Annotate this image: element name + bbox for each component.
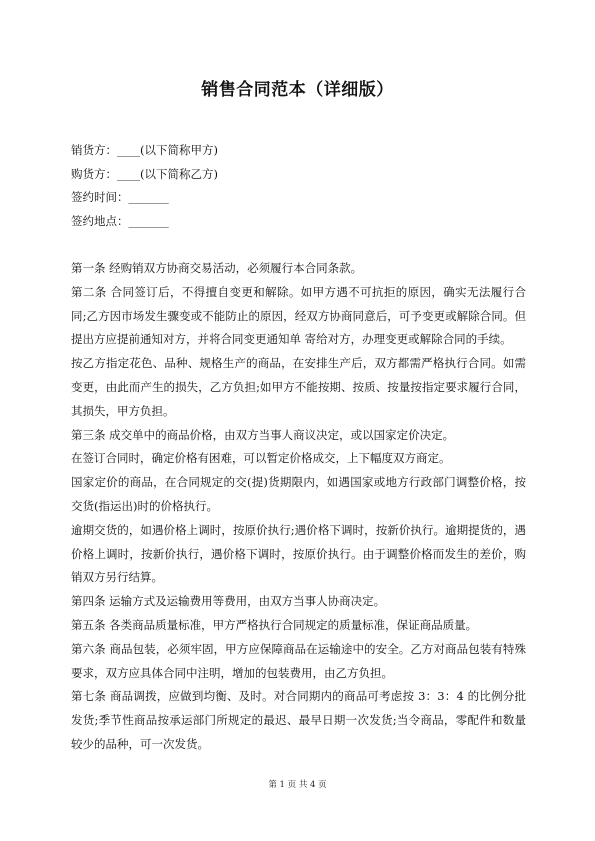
signing-time-field: 签约时间：_______ xyxy=(71,190,169,204)
page-footer: 第 1 页 共 4 页 xyxy=(268,780,327,790)
article-3-paragraph-4: 逾期交货的，如遇价格上调时，按原价执行;遇价格下调时，按新价执行。逾期提货的，遇价格上调时，按新价执行，遇价格下调时，按原价执行。由于调整价格而发生的差价，购销双方另行结算。 xyxy=(71,522,526,585)
article-3: 第三条 成交单中的商品价格，由双方当事人商议决定，或以国家定价决定。 xyxy=(71,427,455,442)
contract-body xyxy=(71,257,526,757)
article-1: 第一条 经购销双方协商交易活动，必须履行本合同条款。 xyxy=(71,261,363,275)
article-2: 第二条 合同签订后，不得擅自变更和解除。如甲方遇不可抗拒的原因，确实无法履行合同;乙方因市场发生骤变或不能防止的原因，经双方协商同意后，可予变更或解除合同。但提出方应提前通知对方，并将合同变更通知单 寄给对方，办理变更或解除合同的手续。 xyxy=(71,284,526,347)
signing-place-field: 签约地点：_______ xyxy=(71,213,169,228)
article-3-paragraph-3: 国家定价的商品，在合同规定的交(提)货期限内，如遇国家或地方行政部门调整价格，按交货(指运出)时的价格执行。 xyxy=(71,475,526,513)
article-5: 第五条 各类商品质量标准，甲方严格执行合同规定的质量标准，保证商品质量。 xyxy=(71,617,478,632)
buyer-field: 购货方：____(以下简称乙方) xyxy=(71,166,218,181)
article-4: 第四条 运输方式及运输费用等费用，由双方当事人协商决定。 xyxy=(71,594,386,609)
seller-field: 销货方：____(以下简称甲方) xyxy=(71,143,218,157)
article-6: 第六条 商品包装，必须牢固，甲方应保障商品在运输途中的安全。乙方对商品包装有特殊要求，双方应具体合同中注明，增加的包装费用，由乙方负担。 xyxy=(71,641,526,680)
contract-header-fields xyxy=(71,139,531,233)
article-3-paragraph-2: 在签订合同时，确定价格有困难，可以暂定价格成交，上下幅度双方商定。 xyxy=(71,451,451,466)
article-7: 第七条 商品调拨，应做到均衡、及时。对合同期内的商品可考虑按 3：3：4 的比例分批发货;季节性商品按承运部门所规定的最迟、最早日期一次发货;当令商品，零配件和数量较少的品种，可一次发货。 xyxy=(71,689,526,751)
document-title: 销售合同范本（详细版） xyxy=(201,80,394,100)
article-2-paragraph-2: 按乙方指定花色、品种、规格生产的商品，在安排生产后，双方都需严格执行合同。如需变更，由此而产生的损失，乙方负担;如甲方不能按期、按质、按量按指定要求履行合同，其损失，甲方负担。 xyxy=(71,356,526,418)
